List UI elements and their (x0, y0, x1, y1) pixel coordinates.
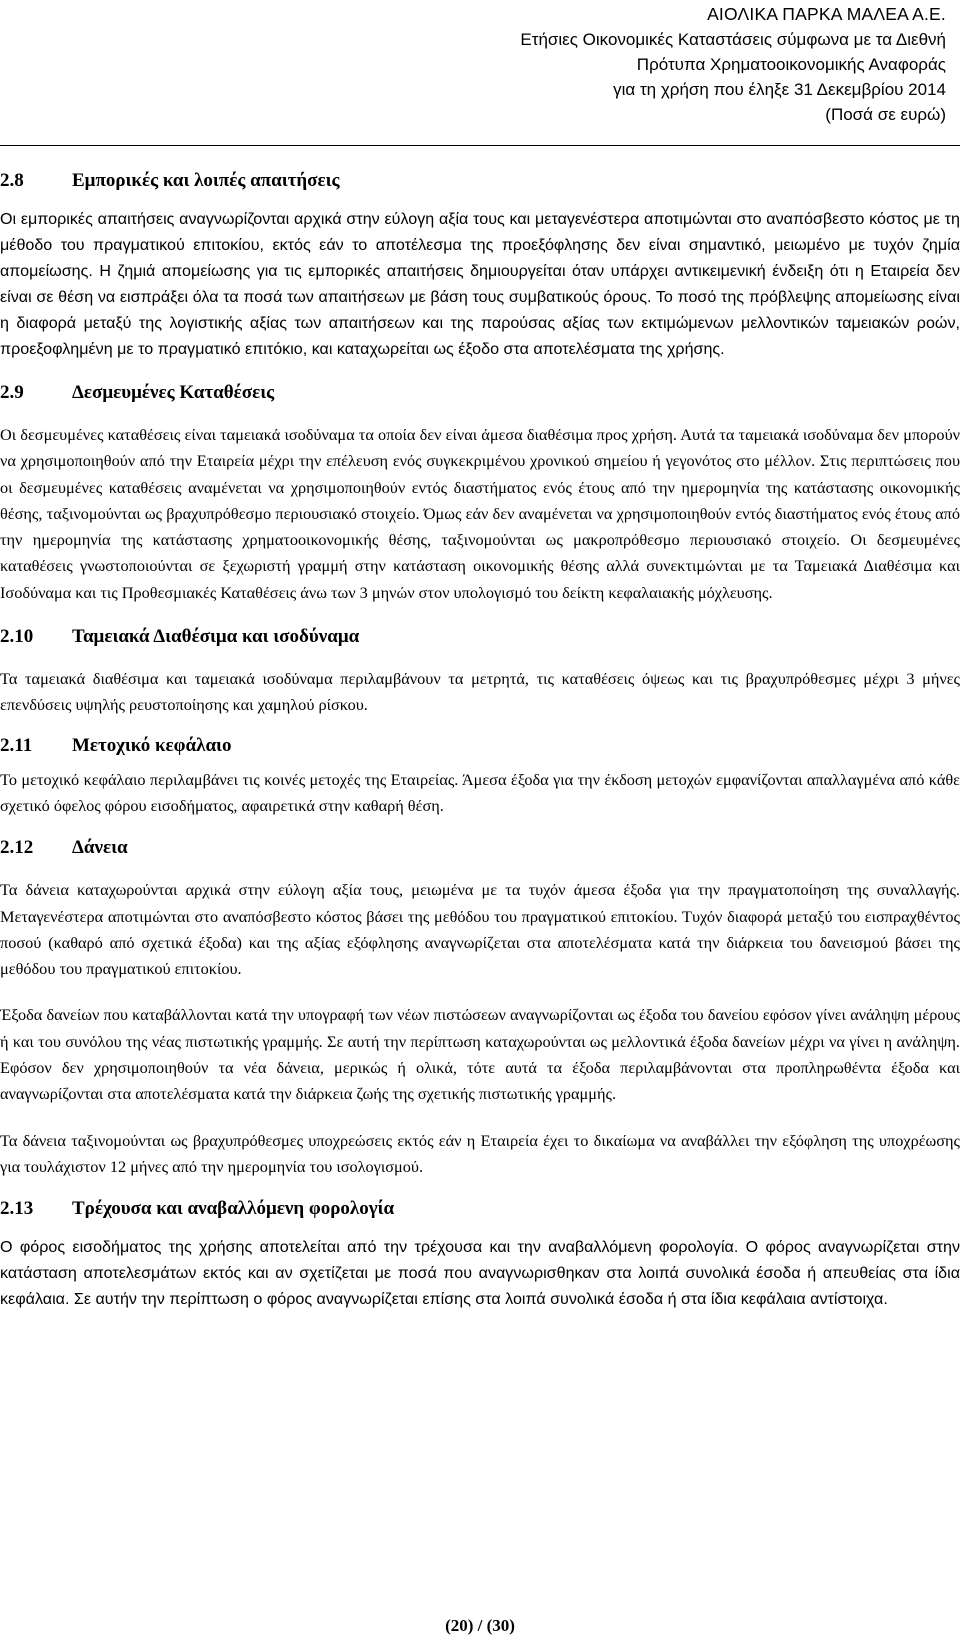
section-number: 2.13 (0, 1198, 34, 1220)
section-heading-2-11 (0, 733, 960, 759)
paragraph: Οι εμπορικές απαιτήσεις αναγνωρίζονται αρχικά στην εύλογη αξία τους και μεταγενέστερα αποτιμώνται στο αναπόσβεστο κόστος με τη μέθοδο του πραγματικού επιτοκίου, εκτός εάν το αποτέλεσμα της προεξόφλησης δεν είναι σημαντικό, μειωμένο με τυχόν ζημία απομείωσης. Η ζημιά απομείωσης για τις εμπορικές απαιτήσεις δημιουργείται όταν υπάρχει αντικειμενική ένδειξη ότι η Εταιρεία δεν είναι σε θέση να εισπράξει όλα τα ποσά των απαιτήσεων με βάση τους συμβατικούς όρους. Το ποσό της πρόβλεψης απομείωσης είναι η διαφορά μεταξύ της λογιστικής αξίας των απαιτήσεων και της παρούσας αξίας των εκτιμώμενων μελλοντικών ταμειακών ροών, προεξοφλημένη με το πραγματικό επιτόκιο, και καταχωρείται ως έξοδο στα αποτελέσματα της χρήσης. (0, 210, 960, 358)
section-number: 2.8 (0, 170, 24, 191)
section-number: 2.11 (0, 734, 33, 756)
paragraph: Έξοδα δανείων που καταβάλλονται κατά την υπογραφή των νέων πιστώσεων αναγνωρίζονται ως έξοδα του δανείου εφόσον γίνει ανάληψη μέρους ή και του συνόλου της νέας πιστωτικής γραμμής. Σε αυτή την περίπτωση καταχωρούνται ως μελλοντικά έξοδα δανείων μέχρι να γίνει η ανάληψη. Εφόσον δεν χρησιμοποιηθούν τα νέα δάνεια, μερικώς ή ολικά, τότε αυτά τα έξοδα περιλαμβάνονται στα προπληρωθέντα έξοδα και αναγνωρίζονται στα αποτελέσματα κατά την διάρκεια ζωής της σχετικής πιστωτικής γραμμής. (0, 1005, 960, 1104)
header-line-4: για τη χρήση που έληξε 31 Δεκεμβρίου 2014 (613, 80, 946, 99)
section-heading-2-13 (0, 1196, 960, 1222)
section-title: Εμπορικές και λοιπές απαιτήσεις (72, 170, 340, 191)
section-heading-2-12 (0, 835, 960, 861)
header-line-3: Πρότυπα Χρηματοοικονομικής Αναφοράς (636, 55, 946, 74)
document-body (0, 168, 960, 1312)
company-name: ΑΙΟΛΙΚΑ ΠΑΡΚΑ ΜΑΛΕΑ Α.Ε. (707, 4, 946, 24)
page-number: (20) / (30) (445, 1616, 515, 1635)
section-title: Ταμειακά Διαθέσιμα και ισοδύναμα (72, 626, 360, 648)
section-number: 2.9 (0, 382, 24, 403)
section-heading-2-8 (0, 168, 960, 194)
paragraph: Τα ταμειακά διαθέσιμα και ταμειακά ισοδύναμα περιλαμβάνουν τα μετρητά, τις καταθέσεις όψεως και τις βραχυπρόθεσμες μέχρι 3 μήνες επενδύσεις υψηλής ρευστοποίησης και χαμηλού ρίσκου. (0, 669, 960, 715)
paragraph: Το μετοχικό κεφάλαιο περιλαμβάνει τις κοινές μετοχές της Εταιρείας. Άμεσα έξοδα για την έκδοση μετοχών εμφανίζονται απαλλαγμένα από κάθε σχετικό όφελος φόρου εισοδήματος, αφαιρετικά στην καθαρή θέση. (0, 769, 960, 815)
section-heading-2-9 (0, 380, 960, 406)
header-divider (0, 145, 960, 146)
paragraph: Ο φόρος εισοδήματος της χρήσης αποτελείται από την τρέχουσα και την αναβαλλόμενη φορολογία. Ο φόρος αναγνωρίζεται στην κατάσταση αποτελεσμάτων εκτός και αν σχετίζεται με ποσά που αναγνωρισθηκαν στα λοιπά συνολικά έσοδα ή απευθείας στα ίδια κεφάλαια. Σε αυτήν την περίπτωση ο φόρος αναγνωρίζεται επίσης στα λοιπά συνολικά έσοδα ή στα ίδια κεφάλαια αντίστοιχα. (0, 1238, 960, 1309)
header-line-2: Ετήσιες Οικονομικές Καταστάσεις σύμφωνα με τα Διεθνή (520, 30, 946, 49)
section-number: 2.10 (0, 626, 34, 648)
section-title: Δεσμευμένες Καταθέσεις (72, 382, 275, 403)
section-title: Τρέχουσα και αναβαλλόμενη φορολογία (72, 1198, 395, 1220)
paragraph: Τα δάνεια καταχωρούνται αρχικά στην εύλογη αξία τους, μειωμένα με τα τυχόν άμεσα έξοδα για την πραγματοποίηση της συναλλαγής. Μεταγενέστερα αποτιμώνται στο αναπόσβεστο κόστος βάσει της μεθόδου του πραγματικού επιτοκίου. Τυχόν διαφορά μεταξύ του εισπραχθέντος ποσού (καθαρό από σχετικά έξοδα) και της αξίας εξόφλησης αναγνωρίζεται στα αποτελέσματα κατά την διάρκεια του δανεισμού βάσει της μεθόδου του πραγματικού επιτοκίου. (0, 880, 960, 979)
section-number: 2.12 (0, 837, 34, 859)
page-header (520, 2, 946, 127)
section-title: Δάνεια (72, 837, 128, 859)
header-line-5: (Ποσά σε ευρώ) (825, 105, 946, 124)
section-title: Μετοχικό κεφάλαιο (72, 734, 232, 756)
section-heading-2-10 (0, 624, 960, 650)
paragraph: Οι δεσμευμένες καταθέσεις είναι ταμειακά ισοδύναμα τα οποία δεν είναι άμεσα διαθέσιμα προς χρήση. Αυτά τα ταμειακά ισοδύναμα δεν μπορούν να χρησιμοποιηθούν από την Εταιρεία μέχρι την επέλευση ενός συγκεκριμένου χρονικού σημείου ή γεγονότος στο μέλλον. Στις περιπτώσεις που οι δεσμευμένες καταθέσεις αναμένεται να χρησιμοποιηθούν εντός διαστήματος ενός έτους από την ημερομηνία της κατάστασης οικονομικής θέσης, ταξινομούνται ως βραχυπρόθεσμο περιουσιακό στοιχείο. Όμως εάν δεν αναμένεται να χρησιμοποιηθούν εντός διαστήματος ενός έτους από την ημερομηνία της κατάστασης χρηματοοικονομικής θέσης, ταξινομούνται ως μακροπρόθεσμο περιουσιακό στοιχείο. Οι δεσμευμένες καταθέσεις γνωστοποιούνται σε ξεχωριστή γραμμή στην κατάσταση οικονομικής θέσης αλλά συνεκτιμώνται με τα Ταμειακά Διαθέσιμα και Ισοδύναμα και τις Προθεσμιακές Καταθέσεις άνω των 3 μηνών στον υπολογισμό του δείκτη κεφαλαιακής μόχλευσης. (0, 425, 960, 602)
paragraph: Τα δάνεια ταξινομούνται ως βραχυπρόθεσμες υποχρεώσεις εκτός εάν η Εταιρεία έχει το δικαίωμα να αναβάλλει την εξόφληση της υποχρέωσης για τουλάχιστον 12 μήνες από την ημερομηνία του ισολογισμού. (0, 1130, 960, 1176)
